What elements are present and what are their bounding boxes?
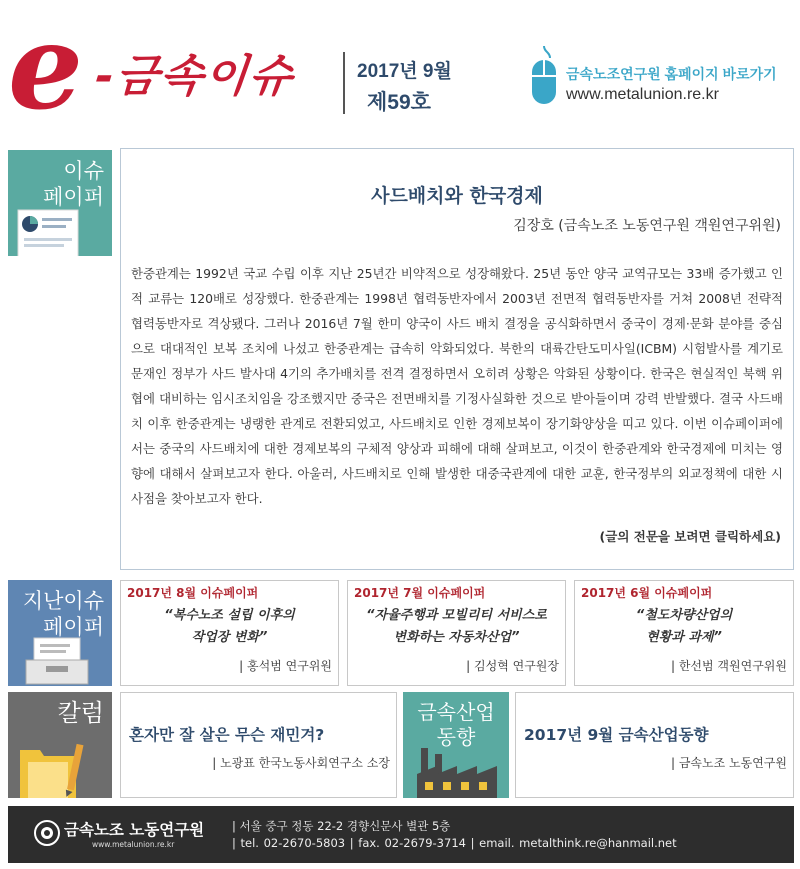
footer-org-name: 금속노조 노동연구원 bbox=[64, 821, 205, 839]
issue-date: 2017년 9월 bbox=[357, 61, 452, 82]
footer-address: | 서울 중구 정동 22-2 경향신문사 별관 5층 bbox=[232, 819, 451, 833]
tile-column-label: 칼럼 bbox=[57, 699, 104, 727]
past-issue-title-line1[interactable]: “복수노조 설립 이후의 bbox=[164, 608, 295, 623]
main-article[interactable] bbox=[120, 148, 794, 570]
header bbox=[0, 0, 800, 140]
past-issue-author: | 한선범 객원연구위원 bbox=[670, 659, 787, 673]
past-issue-title-line1[interactable]: “철도차량산업의 bbox=[635, 608, 733, 623]
issue-number: 제59호 bbox=[367, 91, 431, 114]
tile-industry-line1: 금속산업 bbox=[417, 700, 495, 724]
article-author: 김장호 (금속노조 노동연구원 객원연구위원) bbox=[513, 218, 781, 234]
past-issue-title-line2[interactable]: 현황과 과제” bbox=[646, 630, 722, 645]
past-issue-title-line2[interactable]: 작업장 변화” bbox=[191, 630, 268, 645]
article-title[interactable]: 사드배치와 한국경제 bbox=[371, 185, 543, 207]
article-read-more-link[interactable]: (글의 전문을 보려면 클릭하세요) bbox=[599, 529, 781, 544]
file-tray-icon bbox=[16, 634, 96, 686]
industry-trend-author: | 금속노조 노동연구원 bbox=[670, 756, 787, 770]
document-icon bbox=[12, 206, 82, 256]
mouse-icon[interactable] bbox=[530, 46, 558, 106]
column-card[interactable] bbox=[120, 692, 397, 798]
tile-industry-line2: 동향 bbox=[436, 725, 476, 749]
column-title[interactable]: 혼자만 잘 살은 무슨 재민겨? bbox=[129, 726, 325, 744]
tile-issue-paper-line1: 이슈 bbox=[63, 159, 104, 183]
tile-issue-paper-line2: 페이퍼 bbox=[43, 185, 104, 209]
header-divider bbox=[343, 52, 345, 114]
homepage-link[interactable]: 금속노조연구원 홈페이지 바로가기 bbox=[566, 66, 777, 82]
homepage-url[interactable]: www.metalunion.re.kr bbox=[566, 86, 719, 103]
past-issue-card-1[interactable] bbox=[120, 580, 339, 686]
factory-icon bbox=[415, 744, 501, 798]
past-issue-card-2[interactable] bbox=[347, 580, 566, 686]
tile-past-issue-line2: 페이퍼 bbox=[43, 615, 104, 639]
footer-contact: | tel. 02-2670-5803 | fax. 02-2679-3714 | email. metalthink.re@hanmail.net bbox=[232, 836, 677, 850]
past-issue-title[interactable] bbox=[348, 605, 565, 649]
industry-trend-card[interactable] bbox=[515, 692, 794, 798]
logo-e: e bbox=[8, 0, 80, 136]
logo-title: -금속이슈 bbox=[92, 51, 297, 102]
footer-url[interactable]: www.metalunion.re.kr bbox=[92, 840, 175, 849]
industry-trend-title[interactable]: 2017년 9월 금속산업동향 bbox=[524, 726, 709, 744]
past-issue-date: 2017년 6월 이슈페이퍼 bbox=[581, 586, 713, 600]
tile-industry bbox=[403, 692, 509, 798]
past-issue-title-line2[interactable]: 변화하는 자동차산업” bbox=[393, 630, 520, 645]
tile-past-issue-line1: 지난이슈 bbox=[22, 589, 104, 613]
past-issue-title[interactable] bbox=[575, 605, 793, 649]
tile-past-issue bbox=[8, 580, 112, 686]
union-seal-icon bbox=[34, 820, 60, 846]
footer bbox=[8, 806, 794, 863]
past-issue-title-line1[interactable]: “자율주행과 모빌리티 서비스로 bbox=[366, 608, 547, 623]
article-body: 한중관계는 1992년 국교 수립 이후 지난 25년간 비약적으로 성장해왔다. 25년 동안 양국 교역규모는 33배 증가했고 인적 교류는 120배로 성장했다. 한중관계는 1998년 협력동반자에서 2003년 전면적 협력동반자를 거쳐 2008년 전략적 협력동반자로 격상됐다. 그러나 2016년 7월 한미 양국이 사드 배치 결정을 공식화하면서 중국이 경제·문화 분야를 중심으로 대대적인 보복 조치에 나섰고 한중관계는 급속히 악화되었다. 북한의 대륙간탄도미사일(ICBM) 시험발사를 계기로 문재인 정부가 사드 발사대 4기의 추가배치를 전격 결정하면서 오히려 상황은 악화된 상황이다. 한국은 현실적인 북핵 위협에 대비하는 임시조치임을 강조했지만 중국은 전면배치를 기정사실화한 것으로 받아들이며 강력 반발했다. 결국 사드배치 이후 한중관계는 냉랭한 관계로 전환되었고, 사드배치로 인한 경제보복이 장기화양상을 띠고 있다. 이번 이슈페이퍼에서는 중국의 사드배치에 대한 경제보복의 구체적 양상과 피해에 대해 살펴보고, 이것이 한중관계와 한국경제에 미치는 영향에 대해서 살펴보고자 한다. 아울러, 사드배치로 인해 발생한 대중국관계에 대한 교훈, 한국정부의 외교정책에 대한 시사점을 찾아보고자 한다. bbox=[131, 266, 783, 506]
past-issue-date: 2017년 8월 이슈페이퍼 bbox=[127, 586, 259, 600]
column-author: | 노광표 한국노동사회연구소 소장 bbox=[212, 756, 390, 770]
past-issue-date: 2017년 7월 이슈페이퍼 bbox=[354, 586, 486, 600]
past-issue-card-3[interactable] bbox=[574, 580, 794, 686]
past-issue-author: | 홍석범 연구위원 bbox=[239, 659, 332, 673]
folder-pencil-icon bbox=[14, 736, 90, 798]
tile-column bbox=[8, 692, 112, 798]
past-issue-author: | 김성혁 연구원장 bbox=[466, 659, 559, 673]
tile-issue-paper bbox=[8, 150, 112, 256]
past-issue-title[interactable] bbox=[121, 605, 338, 649]
